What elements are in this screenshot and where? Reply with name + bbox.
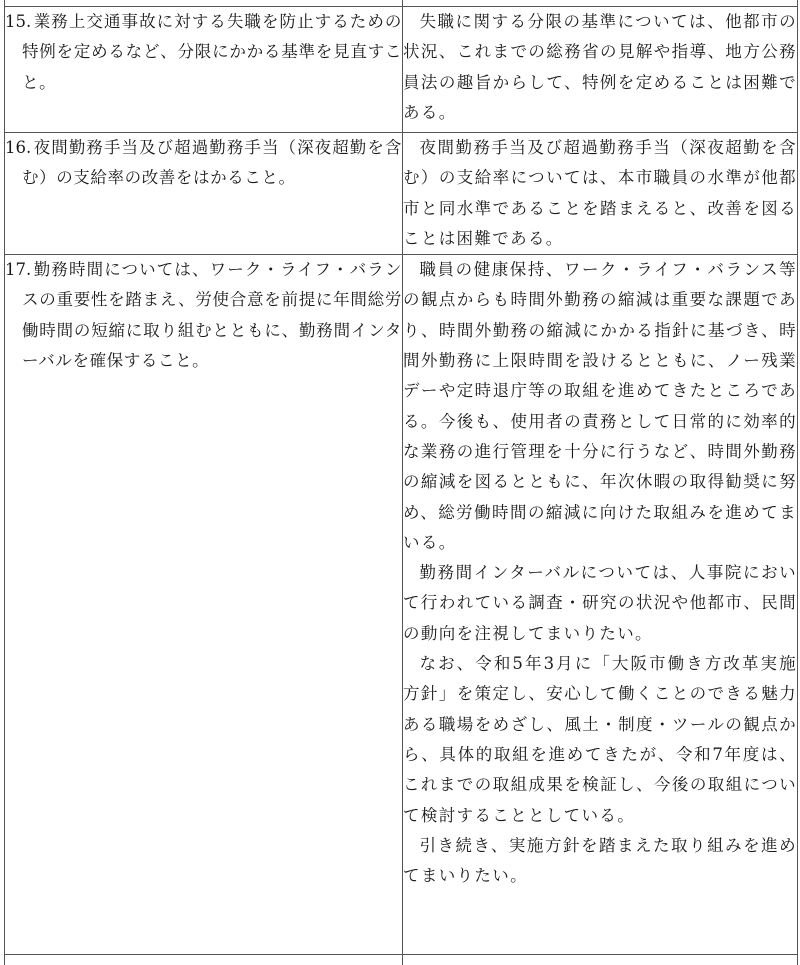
request-text bbox=[5, 255, 402, 376]
request-body: 業務上交通事故に対する失職を防止するための特例を定めるなど、分限にかかる基準を見直すこと。 bbox=[22, 12, 402, 92]
request-cell bbox=[5, 133, 403, 255]
request-body: 夜間勤務手当及び超過勤務手当（深夜超勤を含む）の支給率の改善をはかること。 bbox=[22, 138, 402, 188]
answer-paragraph: 失職に関する分限の基準については、他都市の状況、これまでの総務省の見解や指導、地方公務員法の趣旨からして、特例を定めることは困難である。 bbox=[403, 12, 797, 122]
request-text bbox=[5, 133, 402, 194]
item-number: 16. bbox=[5, 138, 32, 157]
table-row-bottom-continuation bbox=[5, 955, 798, 965]
answer-paragraph: 勤務間インターバルについては、人事院において行われている調査・研究の状況や他都市、民間の動向を注視してまいりたい。 bbox=[403, 563, 797, 643]
request-text bbox=[5, 7, 402, 98]
table-row bbox=[5, 255, 798, 955]
answer-cell-continuation bbox=[403, 955, 798, 965]
item-number: 15. bbox=[5, 12, 32, 31]
request-cell bbox=[5, 7, 403, 133]
answer-cell bbox=[403, 255, 798, 955]
answer-paragraph: 引き続き、実施方針を踏まえた取り組みを進めてまいりたい。 bbox=[403, 835, 797, 886]
request-cell-continuation bbox=[5, 955, 403, 965]
answer-paragraph: 夜間勤務手当及び超過勤務手当（深夜超勤を含む）の支給率については、本市職員の水準が他都市と同水準であることを踏まえると、改善を図ることは困難である。 bbox=[403, 138, 797, 248]
answer-paragraph: なお、令和5年3月に「大阪市働き方改革実施方針」を策定し、安心して働くことのできる魅力ある職場をめざし、風土・制度・ツールの観点から、具体的取組を進めてきたが、令和7年度は、これまでの取組成果を検証し、今後の取組について検討することとしている。 bbox=[403, 654, 797, 825]
answer-cell bbox=[403, 7, 798, 133]
document-page bbox=[4, 0, 797, 964]
item-number: 17. bbox=[5, 260, 32, 280]
answer-cell bbox=[403, 133, 798, 255]
request-answer-table bbox=[4, 0, 798, 965]
request-cell bbox=[5, 255, 403, 955]
table-row bbox=[5, 7, 798, 133]
table-row bbox=[5, 133, 798, 255]
request-body: 勤務時間については、ワーク・ライフ・バランスの重要性を踏まえ、労使合意を前提に年間総労働時間の短縮に取り組むとともに、勤務間インターバルを確保すること。 bbox=[22, 260, 402, 371]
answer-paragraph: 職員の健康保持、ワーク・ライフ・バランス等の観点からも時間外勤務の縮減は重要な課題であり、時間外勤務の縮減にかかる指針に基づき、時間外勤務に上限時間を設けるとともに、ノー残業デーや定時退庁等の取組を進めてきたところである。今後も、使用者の責務として日常的に効率的な業務の進行管理を十分に行うなど、時間外勤務の縮減を図るとともに、年次休暇の取得勧奨に努め、総労働時間の縮減に向けた取組みを進めてまいる。 bbox=[403, 260, 797, 552]
